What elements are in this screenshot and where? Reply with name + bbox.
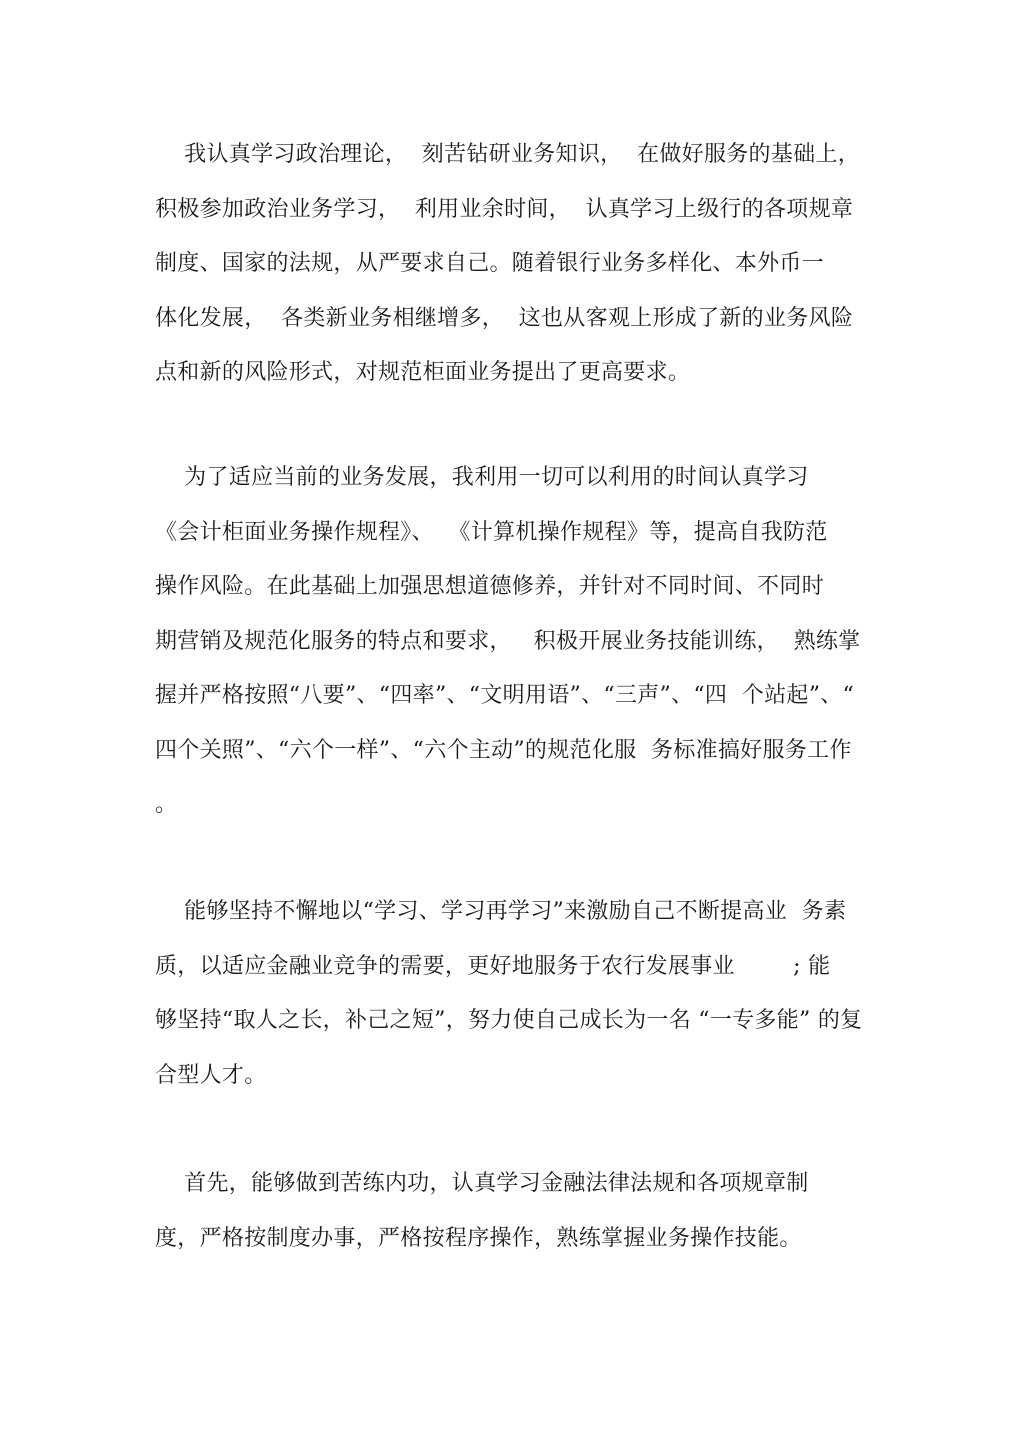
paragraph-line: 点和新的风险形式，对规范柜面业务提出了更高要求。 (155, 360, 691, 385)
paragraph-4 (155, 1157, 870, 1266)
paragraph-line: 够坚持“取人之长，补己之短”，努力使自己成长为一名 “一专多能” 的复 (155, 1008, 863, 1033)
paragraph-line: 我认真学习政治理论， 刻苦钻研业务知识， 在做好服务的基础上， (155, 142, 861, 167)
paragraph-line: 体化发展， 各类新业务相继增多， 这也从客观上形成了新的业务风险 (155, 305, 854, 331)
paragraph-line: 《会计柜面业务操作规程》、 《计算机操作规程》等，提高自我防范 (155, 519, 828, 545)
paragraph-line: 握并严格按照“八要”、“四率”、“文明用语”、“三声”、“四 个站起”、“ (155, 683, 855, 708)
paragraph-line: 期营销及规范化服务的特点和要求， 积极开展业务技能训练， 熟练掌 (155, 628, 861, 654)
paragraph-2 (155, 451, 870, 833)
paragraph-line: 。 (155, 792, 178, 817)
paragraph-line: 操作风险。在此基础上加强思想道德修养，并针对不同时间、不同时 (155, 574, 825, 599)
paragraph-1 (155, 128, 870, 401)
paragraph-line: 能够坚持不懈地以“学习、学习再学习”来激励自己不断提高业 务素 (155, 899, 847, 924)
paragraph-line: 四个关照”、“六个一样”、“六个主动”的规范化服 务标准搞好服务工作 (155, 737, 852, 763)
paragraph-3 (155, 885, 870, 1103)
paragraph-line: 为了适应当前的业务发展，我利用一切可以利用的时间认真学习 (155, 465, 809, 490)
paragraph-line: 度，严格按制度办事，严格按程序操作，熟练掌握业务操作技能。 (155, 1225, 802, 1251)
paragraph-line: 首先，能够做到苦练内功，认真学习金融法律法规和各项规章制 (155, 1171, 809, 1196)
paragraph-line: 积极参加政治业务学习， 利用业余时间， 认真学习上级行的各项规章 (155, 196, 854, 222)
paragraph-line: 质，以适应金融业竞争的需要，更好地服务于农行发展事业 ; 能 (155, 953, 831, 979)
paragraph-line: 合型人才。 (155, 1062, 267, 1088)
paragraph-line: 制度、国家的法规，从严要求自己。随着银行业务多样化、本外币一 (155, 251, 825, 276)
